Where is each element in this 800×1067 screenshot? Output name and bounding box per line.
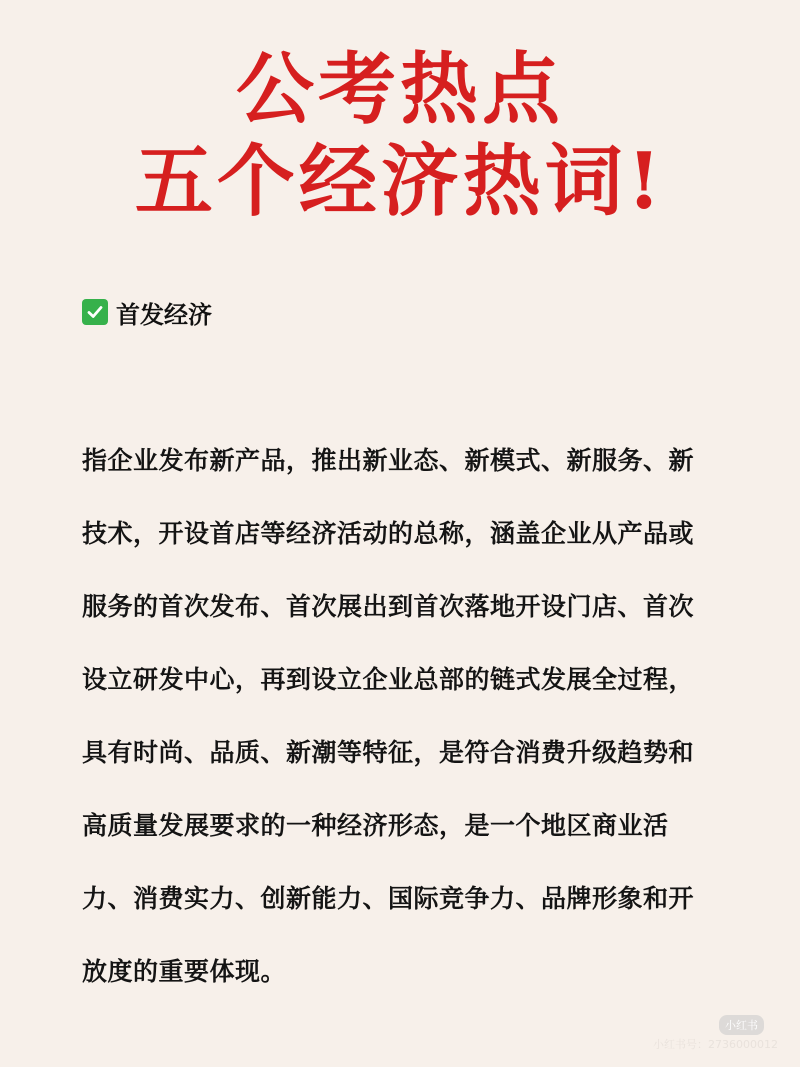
body-line: 高质量发展要求的一种经济形态，是一个地区商业活 xyxy=(82,811,669,840)
body-line: 服务的首次发布、首次展出到首次落地开设门店、首次 xyxy=(82,592,695,621)
body-paragraph xyxy=(82,436,730,1020)
body-line: 具有时尚、品质、新潮等特征，是符合消费升级趋势和 xyxy=(82,738,695,767)
body-line: 指企业发布新产品，推出新业态、新模式、新服务、新 xyxy=(82,446,695,475)
watermark-logo: 小红书 xyxy=(719,1015,764,1035)
body-line: 放度的重要体现。 xyxy=(82,957,287,986)
body-line: 力、消费实力、创新能力、国际竞争力、品牌形象和开 xyxy=(82,884,695,913)
section-title: 首发经济 xyxy=(116,300,212,329)
title-line-1: 公考热点 xyxy=(235,44,564,135)
watermark-id: 小红书号：2736000012 xyxy=(653,1038,778,1051)
body-line: 技术，开设首店等经济活动的总称，涵盖企业从产品或 xyxy=(82,519,695,548)
title-line-2: 五个经济热词! xyxy=(134,136,666,227)
check-mark-icon xyxy=(82,299,108,325)
body-line: 设立研发中心，再到设立企业总部的链式发展全过程， xyxy=(82,665,695,694)
section-heading xyxy=(82,292,212,332)
